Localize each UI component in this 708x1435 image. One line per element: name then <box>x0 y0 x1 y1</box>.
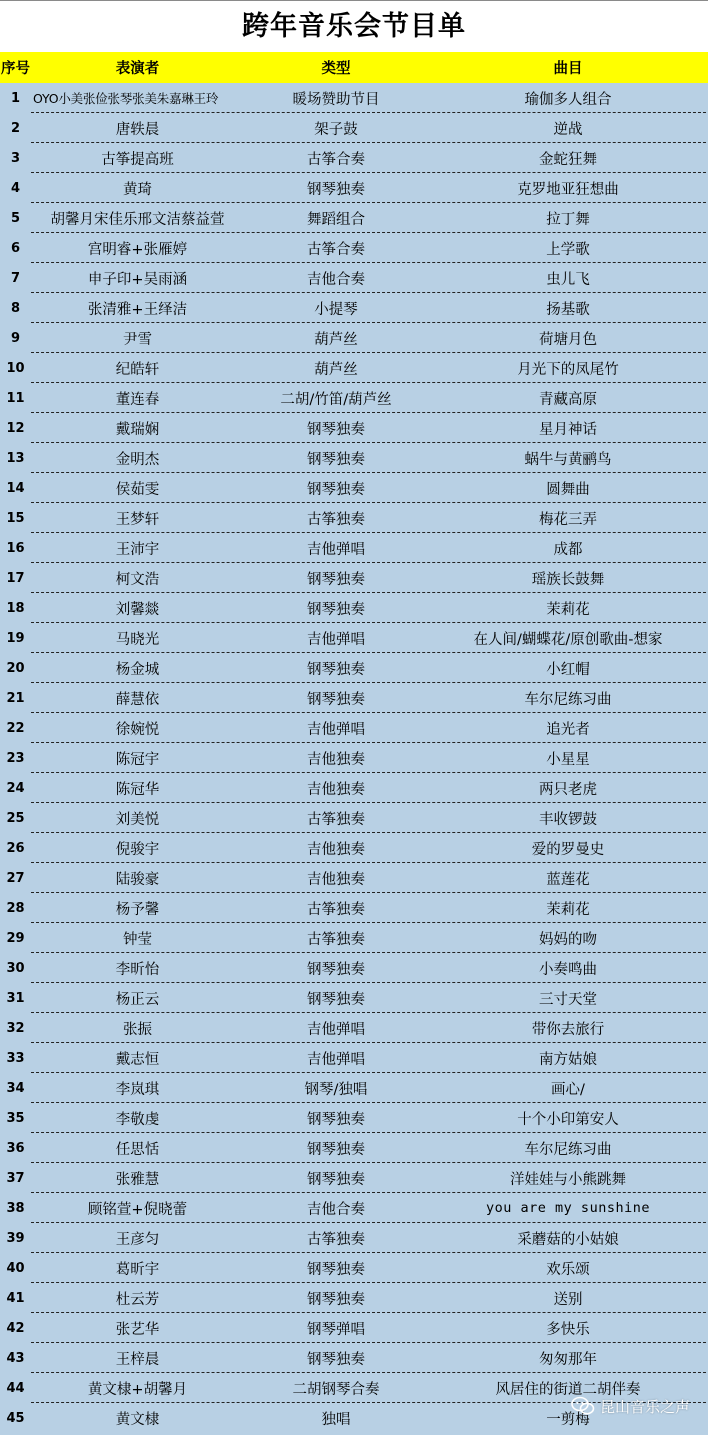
table-row <box>0 1283 708 1313</box>
table-row <box>0 1133 708 1163</box>
row-performer: 董连春 <box>115 391 160 408</box>
row-num: 26 <box>6 840 25 856</box>
row-num: 9 <box>10 330 21 346</box>
table-row <box>0 563 708 593</box>
table-row <box>0 683 708 713</box>
row-performer: 葛昕宇 <box>115 1261 160 1278</box>
row-num: 20 <box>6 660 25 676</box>
table-row <box>0 533 708 563</box>
row-song: 拉丁舞 <box>546 211 590 228</box>
row-performer: 张雅慧 <box>115 1171 160 1188</box>
row-performer: 纪皓轩 <box>115 361 160 378</box>
table-row <box>0 983 708 1013</box>
row-type: 独唱 <box>321 1411 351 1428</box>
row-song: 丰收锣鼓 <box>539 811 597 828</box>
row-song: 瑜伽多人组合 <box>524 91 612 108</box>
table-row <box>0 833 708 863</box>
row-song: 欢乐颂 <box>546 1261 590 1278</box>
row-type: 古筝独奏 <box>307 901 365 918</box>
row-num: 16 <box>6 540 25 556</box>
row-num: 29 <box>6 930 25 946</box>
table-row <box>0 803 708 833</box>
row-num: 4 <box>10 180 21 196</box>
row-num: 31 <box>6 990 25 1006</box>
row-type: 吉他独奏 <box>307 751 365 768</box>
row-performer: 金明杰 <box>115 451 160 468</box>
row-num: 21 <box>6 690 25 706</box>
row-num: 27 <box>6 870 25 886</box>
row-num: 11 <box>6 390 25 406</box>
table-row <box>0 743 708 773</box>
row-song: 车尔尼练习曲 <box>524 691 612 708</box>
row-performer: 古筝提高班 <box>101 151 174 168</box>
row-type: 钢琴独奏 <box>307 421 365 438</box>
row-song: 南方姑娘 <box>539 1051 597 1068</box>
row-performer: 任思恬 <box>115 1141 160 1158</box>
table-header <box>0 52 708 83</box>
row-song: 蜗牛与黄鹂鸟 <box>524 451 612 468</box>
row-song: 多快乐 <box>546 1321 590 1338</box>
row-performer: 王彦匀 <box>115 1231 160 1248</box>
table-row <box>0 1343 708 1373</box>
header-performer: 表演者 <box>115 61 160 77</box>
table-row <box>0 773 708 803</box>
row-num: 41 <box>6 1290 25 1306</box>
row-num: 39 <box>6 1230 25 1246</box>
row-song: 采蘑菇的小姑娘 <box>517 1231 619 1248</box>
row-num: 25 <box>6 810 25 826</box>
row-num: 13 <box>6 450 25 466</box>
row-performer: 刘馨燚 <box>115 601 160 618</box>
row-type: 古筝独奏 <box>307 1231 365 1248</box>
table-row <box>0 923 708 953</box>
row-performer: 唐轶晨 <box>115 121 160 138</box>
row-type: 钢琴独奏 <box>307 181 365 198</box>
row-song: 送别 <box>553 1291 583 1308</box>
row-type: 钢琴独奏 <box>307 1141 365 1158</box>
row-performer: 黄文棣 <box>115 1411 160 1428</box>
row-song: 一剪梅 <box>546 1411 590 1428</box>
row-type: 钢琴/独唱 <box>304 1081 368 1098</box>
table-row <box>0 83 708 113</box>
row-type: 古筝合奏 <box>307 241 365 258</box>
row-song: 梅花三弄 <box>539 511 597 528</box>
row-performer: 杜云芳 <box>115 1291 160 1308</box>
table-row <box>0 293 708 323</box>
row-performer: 黄文棣+胡馨月 <box>87 1381 188 1398</box>
table-row <box>0 443 708 473</box>
table-row <box>0 653 708 683</box>
table-row <box>0 413 708 443</box>
row-performer: 侯茹雯 <box>115 481 160 498</box>
row-song: 风居住的街道二胡伴奏 <box>495 1381 641 1398</box>
row-song: 茉莉花 <box>546 601 590 618</box>
row-song: 荷塘月色 <box>539 331 597 348</box>
row-performer: 张清雅+王绎洁 <box>87 301 188 318</box>
row-type: 葫芦丝 <box>314 331 358 348</box>
row-type: 钢琴独奏 <box>307 691 365 708</box>
row-num: 34 <box>6 1080 25 1096</box>
table-row <box>0 713 708 743</box>
table-row <box>0 503 708 533</box>
row-song: 青藏高原 <box>539 391 597 408</box>
row-performer: 杨正云 <box>115 991 160 1008</box>
row-song: 在人间/蝴蝶花/原创歌曲-想家 <box>473 631 663 648</box>
row-song: you are my sunshine <box>486 1200 650 1216</box>
row-performer: 张艺华 <box>115 1321 160 1338</box>
row-song: 三寸天堂 <box>539 991 597 1008</box>
row-num: 18 <box>6 600 25 616</box>
row-song: 洋娃娃与小熊跳舞 <box>510 1171 626 1188</box>
row-performer: 尹雪 <box>123 331 152 348</box>
table-row <box>0 173 708 203</box>
row-type: 暖场赞助节目 <box>292 91 380 108</box>
row-type: 吉他合奏 <box>307 1201 365 1218</box>
table-row <box>0 953 708 983</box>
row-type: 钢琴独奏 <box>307 1111 365 1128</box>
row-type: 吉他弹唱 <box>307 541 365 558</box>
row-performer: 杨金城 <box>115 661 160 678</box>
row-song: 爱的罗曼史 <box>531 841 605 858</box>
row-performer: 黄琦 <box>123 181 152 198</box>
table-row <box>0 1043 708 1073</box>
row-num: 14 <box>6 480 25 496</box>
row-num: 40 <box>6 1260 25 1276</box>
row-type: 吉他弹唱 <box>307 1051 365 1068</box>
row-num: 33 <box>6 1050 25 1066</box>
row-song: 小红帽 <box>546 661 590 678</box>
row-num: 3 <box>10 150 21 166</box>
row-performer: 顾铭萱+倪晓蕾 <box>87 1201 188 1218</box>
row-performer: 张振 <box>123 1021 152 1038</box>
header-num: 序号 <box>1 61 30 77</box>
row-song: 圆舞曲 <box>546 481 590 498</box>
row-num: 22 <box>6 720 25 736</box>
row-performer: 王梦轩 <box>115 511 160 528</box>
row-type: 钢琴独奏 <box>307 1261 365 1278</box>
row-type: 吉他弹唱 <box>307 1021 365 1038</box>
row-num: 8 <box>10 300 21 316</box>
row-song: 小星星 <box>546 751 590 768</box>
row-num: 30 <box>6 960 25 976</box>
table-row <box>0 1073 708 1103</box>
row-num: 42 <box>6 1320 25 1336</box>
row-song: 两只老虎 <box>539 781 597 798</box>
row-num: 35 <box>6 1110 25 1126</box>
row-num: 23 <box>6 750 25 766</box>
row-type: 舞蹈组合 <box>307 211 365 228</box>
table-row <box>0 863 708 893</box>
row-song: 小奏鸣曲 <box>539 961 597 978</box>
row-type: 架子鼓 <box>314 121 358 138</box>
row-song: 金蛇狂舞 <box>539 151 597 168</box>
row-num: 5 <box>10 210 21 226</box>
row-num: 36 <box>6 1140 25 1156</box>
row-num: 7 <box>10 270 21 286</box>
row-type: 吉他独奏 <box>307 781 365 798</box>
table-row <box>0 893 708 923</box>
row-performer: 王沛宇 <box>115 541 160 558</box>
row-type: 钢琴独奏 <box>307 601 365 618</box>
watermark <box>571 1392 690 1420</box>
row-performer: 倪骏宇 <box>115 841 160 858</box>
row-performer: 王梓晨 <box>115 1351 160 1368</box>
row-performer: 宫明睿+张雁婷 <box>87 241 188 258</box>
row-num: 10 <box>6 360 25 376</box>
row-song: 逆战 <box>553 121 583 138</box>
row-num: 38 <box>6 1200 25 1216</box>
row-performer: 戴瑞娴 <box>115 421 160 438</box>
row-performer: 柯文浩 <box>115 571 160 588</box>
row-type: 钢琴独奏 <box>307 451 365 468</box>
row-type: 二胡/竹笛/葫芦丝 <box>280 391 392 408</box>
table-row <box>0 353 708 383</box>
header-song: 曲目 <box>553 61 583 77</box>
row-performer: 薛慧依 <box>115 691 160 708</box>
row-type: 吉他弹唱 <box>307 631 365 648</box>
row-type: 钢琴独奏 <box>307 481 365 498</box>
table-row <box>0 143 708 173</box>
row-performer: 徐婉悦 <box>115 721 160 738</box>
row-song: 成都 <box>553 541 583 558</box>
row-type: 古筝独奏 <box>307 931 365 948</box>
row-performer: 陆骏豪 <box>115 871 160 888</box>
row-type: 吉他独奏 <box>307 841 365 858</box>
table-row <box>0 623 708 653</box>
row-type: 吉他独奏 <box>307 871 365 888</box>
row-num: 44 <box>6 1380 25 1396</box>
watermark-text: 昆山音乐之声 <box>599 1397 690 1416</box>
table-row <box>0 1103 708 1133</box>
row-performer: 李岚琪 <box>115 1081 160 1098</box>
row-song: 虫儿飞 <box>546 271 590 288</box>
row-type: 钢琴独奏 <box>307 1171 365 1188</box>
row-num: 32 <box>6 1020 25 1036</box>
row-song: 茉莉花 <box>546 901 590 918</box>
table-row <box>0 1313 708 1343</box>
row-performer: 李昕怡 <box>115 961 160 978</box>
row-performer: 胡馨月宋佳乐邢文洁蔡益萱 <box>50 211 225 228</box>
row-type: 小提琴 <box>314 301 358 318</box>
table-row <box>0 1163 708 1193</box>
row-type: 吉他合奏 <box>307 271 365 288</box>
table-row <box>0 1013 708 1043</box>
row-type: 钢琴弹唱 <box>307 1321 365 1338</box>
row-performer: 戴志恒 <box>115 1051 160 1068</box>
row-song: 瑶族长鼓舞 <box>531 571 605 588</box>
row-num: 17 <box>6 570 25 586</box>
row-type: 古筝合奏 <box>307 151 365 168</box>
row-type: 吉他弹唱 <box>307 721 365 738</box>
row-performer: 陈冠宇 <box>115 751 160 768</box>
row-song: 追光者 <box>546 721 590 738</box>
row-performer: 陈冠华 <box>115 781 160 798</box>
row-song: 十个小印第安人 <box>517 1111 619 1128</box>
table-row <box>0 383 708 413</box>
row-performer: OYO小美张俭张琴张美朱嘉琳王玲 <box>33 91 219 106</box>
row-song: 克罗地亚狂想曲 <box>517 181 619 198</box>
row-type: 二胡钢琴合奏 <box>292 1381 380 1398</box>
page-title: 跨年音乐会节目单 <box>0 0 708 52</box>
table-row <box>0 1193 708 1223</box>
row-type: 钢琴独奏 <box>307 961 365 978</box>
row-performer: 刘美悦 <box>115 811 160 828</box>
row-song: 扬基歌 <box>546 301 590 318</box>
row-num: 28 <box>6 900 25 916</box>
row-performer: 杨予馨 <box>115 901 160 918</box>
row-num: 2 <box>10 120 21 136</box>
row-song: 蓝莲花 <box>546 871 590 888</box>
row-num: 15 <box>6 510 25 526</box>
table-row <box>0 233 708 263</box>
row-performer: 马晓光 <box>115 631 160 648</box>
row-type: 钢琴独奏 <box>307 1291 365 1308</box>
row-song: 车尔尼练习曲 <box>524 1141 612 1158</box>
row-performer: 李敬虔 <box>115 1111 160 1128</box>
table-row <box>0 263 708 293</box>
row-type: 钢琴独奏 <box>307 991 365 1008</box>
row-song: 匆匆那年 <box>539 1351 597 1368</box>
row-performer: 钟莹 <box>123 931 152 948</box>
table-row <box>0 323 708 353</box>
row-performer: 申子印+吴雨涵 <box>87 271 188 288</box>
row-num: 37 <box>6 1170 25 1186</box>
row-type: 葫芦丝 <box>314 361 358 378</box>
row-song: 带你去旅行 <box>531 1021 605 1038</box>
row-song: 上学歌 <box>546 241 590 258</box>
row-num: 45 <box>6 1410 25 1426</box>
row-song: 妈妈的吻 <box>539 931 597 948</box>
row-num: 43 <box>6 1350 25 1366</box>
row-num: 19 <box>6 630 25 646</box>
row-num: 24 <box>6 780 25 796</box>
table-row <box>0 593 708 623</box>
header-type: 类型 <box>321 61 351 77</box>
row-type: 钢琴独奏 <box>307 661 365 678</box>
wechat-icon <box>571 1396 595 1416</box>
row-song: 画心/ <box>551 1081 585 1098</box>
table-row <box>0 1223 708 1253</box>
table-row <box>0 473 708 503</box>
row-type: 钢琴独奏 <box>307 571 365 588</box>
row-type: 古筝独奏 <box>307 811 365 828</box>
row-num: 1 <box>10 90 21 106</box>
table-row <box>0 203 708 233</box>
table-row <box>0 113 708 143</box>
row-type: 古筝独奏 <box>307 511 365 528</box>
row-num: 6 <box>10 240 21 256</box>
table-row <box>0 1253 708 1283</box>
row-song: 星月神话 <box>539 421 597 438</box>
row-type: 钢琴独奏 <box>307 1351 365 1368</box>
row-num: 12 <box>6 420 25 436</box>
row-song: 月光下的凤尾竹 <box>517 361 619 378</box>
